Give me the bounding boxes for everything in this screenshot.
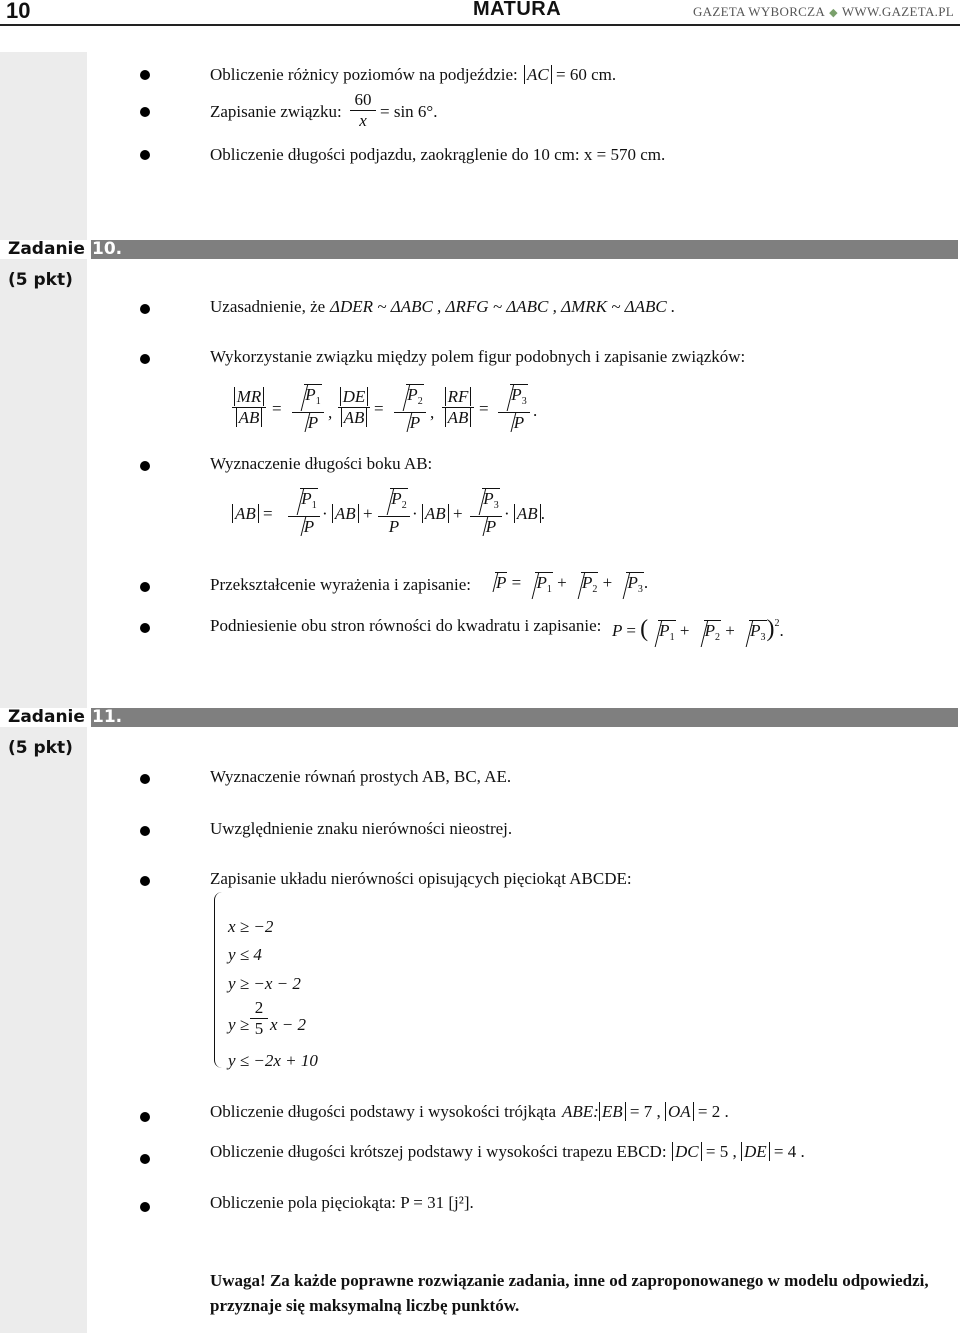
task-label: Zadanie <box>8 707 85 727</box>
header-rule <box>0 24 960 26</box>
fraction: $\frac{P_1}{P}$ <box>292 385 324 433</box>
math-expression: · AB + <box>322 504 373 523</box>
fraction: $\frac{RF}{AB}$ <box>442 387 474 428</box>
bullet-icon <box>140 461 150 471</box>
list-item: Uzasadnienie, że <box>210 297 326 316</box>
bullet-icon <box>140 876 150 886</box>
bullet-icon <box>140 826 150 836</box>
math-expression: P = ( $P_1 + P_2 + P_3)^2$. <box>612 614 784 648</box>
list-item: Obliczenie długości podstawy i wysokości trójkąta <box>210 1102 557 1121</box>
bullet-icon <box>140 1112 150 1122</box>
publication-website[interactable]: WWW.GAZETA.PL <box>841 4 954 19</box>
task-header-bar <box>0 708 958 727</box>
math-expression: · AB . <box>504 504 545 523</box>
math-expression: · AB + <box>412 504 463 523</box>
inequality: y ≤ −2x + 10 <box>228 1051 318 1070</box>
note-lead: Uwaga! <box>210 1271 266 1290</box>
math-expression: AB = <box>232 504 273 524</box>
bullet-icon <box>140 774 150 784</box>
page-number: 10 <box>6 0 31 23</box>
fraction: $\frac{P_2}{P}$ <box>394 385 426 433</box>
header-publication <box>693 4 954 20</box>
header-title: MATURA <box>473 0 562 20</box>
inequality: y ≥ −x − 2 <box>228 974 301 993</box>
list-item: Wyznaczenie długości boku AB: <box>210 454 433 473</box>
math-expression: DC = 5 , DE = 4 . <box>672 1142 805 1162</box>
task-label: Zadanie <box>8 239 85 259</box>
task-number: 10. <box>92 239 123 259</box>
inequality: x − 2 <box>270 1015 307 1034</box>
fraction: $\frac{60}{x}$ <box>350 90 376 131</box>
bullet-icon <box>140 623 150 633</box>
note-line-1: Uwaga! Za każde poprawne rozwiązanie zadania, inne od zaproponowanego w modelu odpowiedzi, <box>210 1271 929 1290</box>
equals-sign: = <box>479 399 489 418</box>
list-item: Obliczenie różnicy poziomów na podjeździe: <box>210 65 518 84</box>
math-expression: ABE: EB = 7 , OA = 2 . <box>562 1102 729 1121</box>
equals-sign: = <box>272 399 282 418</box>
inequality: y ≥ <box>228 1015 250 1034</box>
bullet-icon <box>140 1154 150 1164</box>
fraction: $\frac{MR}{AB}$ <box>232 387 266 428</box>
task-points: (5 pkt) <box>8 270 73 290</box>
similarity-expression: ΔDER ~ ΔABC , ΔRFG ~ ΔABC , ΔMRK ~ ΔABC . <box>330 297 676 316</box>
list-item: Obliczenie pola pięciokąta: P = 31 [j²]. <box>210 1193 474 1212</box>
system-brace <box>214 892 225 1068</box>
note-line-2: przyznaje się maksymalną liczbę punktów. <box>210 1296 520 1315</box>
list-item: Podniesienie obu stron równości do kwadratu i zapisanie: <box>210 616 602 635</box>
math-expression: AC = 60 cm. <box>524 65 616 85</box>
math-expression: $P = P_1 + P_2 + P_3$. <box>485 573 648 600</box>
task-number: 11. <box>92 707 123 727</box>
list-item: Wyznaczenie równań prostych AB, BC, AE. <box>210 767 512 786</box>
fraction: $\frac{P_3}{P}$ <box>470 489 502 537</box>
list-item: Obliczenie długości krótszej podstawy i wysokości trapezu EBCD: <box>210 1142 667 1161</box>
bullet-icon <box>140 304 150 314</box>
bullet-icon <box>140 354 150 364</box>
inequality: y ≤ 4 <box>228 945 262 964</box>
comma: , <box>430 403 435 422</box>
fraction: $\frac{DE}{AB}$ <box>338 387 370 428</box>
bullet-icon <box>140 70 150 80</box>
publication-name: GAZETA WYBORCZA <box>692 4 826 19</box>
fraction: $\frac{P_1}{P}$ <box>288 489 320 537</box>
diamond-icon: ◆ <box>829 7 838 19</box>
comma: , <box>328 403 333 422</box>
period: . <box>533 401 538 420</box>
task-points: (5 pkt) <box>8 738 73 758</box>
bullet-icon <box>140 1202 150 1212</box>
fraction: $\frac{2}{5}$ <box>250 998 268 1039</box>
page-header <box>0 0 960 26</box>
bullet-icon <box>140 582 150 592</box>
equals-sign: = <box>374 399 384 418</box>
fraction: $\frac{P_3}{P}$ <box>498 385 530 433</box>
task-header-bar <box>0 240 958 259</box>
math-expression: = sin 6°. <box>380 102 438 121</box>
list-item: Wykorzystanie związku między polem figur podobnych i zapisanie związków: <box>210 347 746 366</box>
inequality: x ≥ −2 <box>228 917 274 936</box>
fraction: $\frac{P_2}{P}$ <box>378 489 410 537</box>
list-item: Uwzględnienie znaku nierówności nieostrej. <box>210 819 513 838</box>
list-item: Zapisanie związku: <box>210 102 342 121</box>
list-item: Zapisanie układu nierówności opisujących pięciokąt ABCDE: <box>210 869 632 888</box>
bullet-icon <box>140 107 150 117</box>
list-item: Obliczenie długości podjazdu, zaokrąglenie do 10 cm: x = 570 cm. <box>210 145 666 164</box>
bullet-icon <box>140 150 150 160</box>
list-item: Przekształcenie wyrażenia i zapisanie: <box>210 575 472 594</box>
